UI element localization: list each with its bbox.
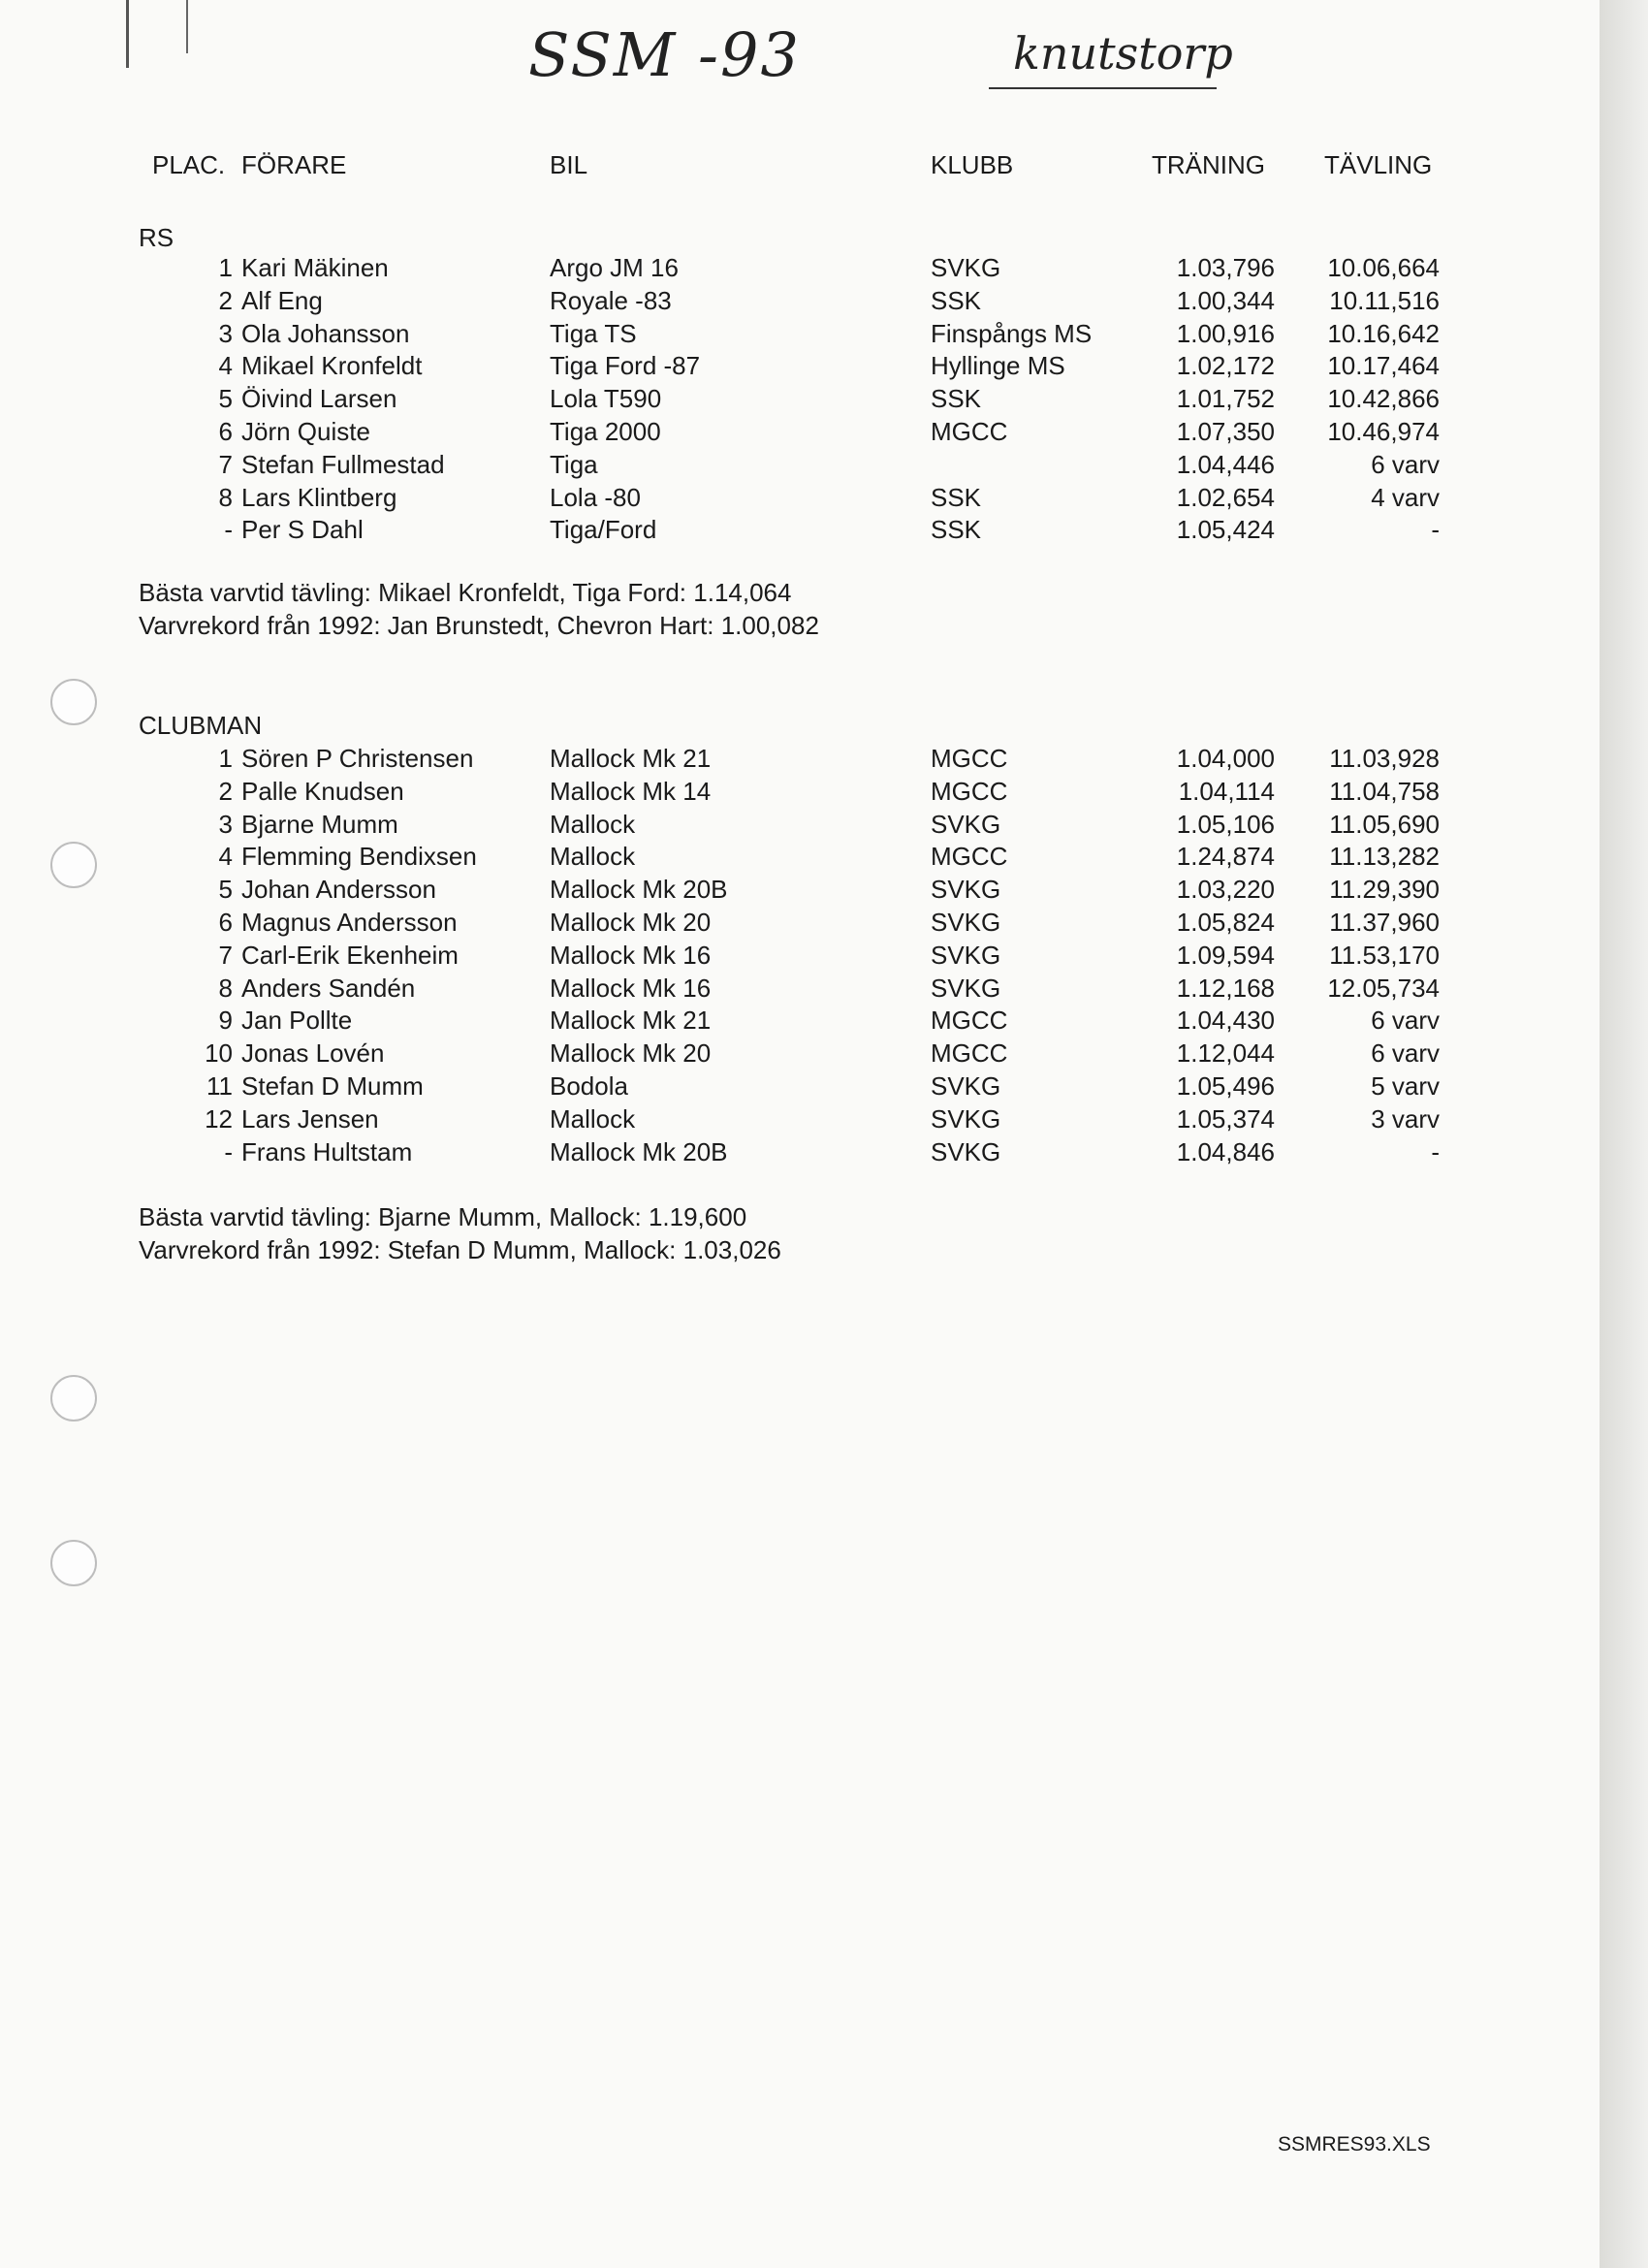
cell-driver: Ola Johansson: [241, 318, 410, 348]
cell-training-time: 1.03,796: [1176, 253, 1275, 282]
cell-training-time: 1.05,496: [1176, 1071, 1275, 1101]
handwritten-title: SSM -93: [528, 19, 801, 90]
cell-driver: Johan Andersson: [241, 875, 436, 905]
cell-driver: Mikael Kronfeldt: [241, 351, 423, 381]
cell-car: Mallock: [550, 1103, 636, 1134]
cell-club: SSK: [931, 384, 982, 414]
cell-driver: Sören P Christensen: [241, 744, 474, 773]
cell-placing: 4: [218, 842, 233, 872]
cell-driver: Jörn Quiste: [241, 417, 370, 446]
cell-race-time: 12.05,734: [1327, 973, 1440, 1003]
cell-race-time: 11.05,690: [1329, 809, 1440, 839]
cell-race-time: 10.06,664: [1327, 253, 1440, 282]
clubman-best-lap: Bästa varvtid tävling: Bjarne Mumm, Mallock: 1.19,600: [139, 1202, 747, 1231]
cell-training-time: 1.05,374: [1176, 1103, 1275, 1134]
cell-training-time: 1.07,350: [1176, 417, 1275, 446]
cell-car: Mallock Mk 16: [550, 973, 712, 1003]
cell-car: Tiga 2000: [550, 417, 661, 446]
cell-placing: 8: [218, 973, 233, 1003]
cell-club: SSK: [931, 482, 982, 512]
cell-training-time: 1.03,220: [1176, 875, 1275, 905]
cell-training-time: 1.24,874: [1176, 842, 1275, 872]
column-headers: [0, 150, 1600, 181]
cell-car: Mallock Mk 14: [550, 776, 712, 806]
cell-club: Hyllinge MS: [931, 351, 1065, 381]
cell-driver: Carl-Erik Ekenheim: [241, 940, 459, 970]
cell-race-time: 11.29,390: [1329, 875, 1440, 905]
cell-club: Finspångs MS: [931, 318, 1093, 348]
cell-training-time: 1.04,114: [1178, 776, 1275, 806]
cell-driver: Flemming Bendixsen: [241, 842, 477, 872]
cell-placing: 1: [218, 744, 233, 773]
cell-club: SSK: [931, 285, 982, 315]
cell-club: SVKG: [931, 1136, 1001, 1166]
cell-placing: 11: [206, 1071, 233, 1101]
table-row: [0, 973, 1600, 1004]
table-row: [0, 1005, 1600, 1036]
cell-race-time: 11.37,960: [1329, 908, 1440, 937]
margin-mark: [186, 0, 188, 53]
cell-placing: 5: [218, 384, 233, 414]
cell-placing: 10: [205, 1038, 233, 1069]
cell-club: SVKG: [931, 875, 1001, 905]
header-forare: FÖRARE: [241, 150, 347, 179]
cell-training-time: 1.00,344: [1176, 285, 1275, 315]
page-edge: [1600, 0, 1648, 2268]
clubman-lap-record: Varvrekord från 1992: Stefan D Mumm, Mallock: 1.03,026: [139, 1235, 781, 1264]
cell-driver: Alf Eng: [241, 285, 323, 315]
cell-training-time: 1.02,172: [1176, 351, 1275, 381]
cell-car: Mallock Mk 21: [550, 1006, 712, 1036]
table-row: [0, 743, 1600, 774]
cell-placing: 2: [218, 285, 233, 315]
cell-training-time: 1.05,424: [1176, 515, 1275, 545]
cell-training-time: 1.05,106: [1176, 809, 1275, 839]
cell-race-time: 10.42,866: [1327, 384, 1440, 414]
punch-hole: [50, 679, 97, 725]
cell-car: Royale -83: [550, 285, 672, 315]
cell-driver: Per S Dahl: [241, 515, 364, 545]
cell-car: Tiga: [550, 449, 598, 479]
table-row: [0, 350, 1600, 381]
header-klubb: KLUBB: [931, 150, 1014, 179]
cell-club: MGCC: [931, 744, 1008, 773]
cell-race-time: 10.46,974: [1327, 417, 1440, 446]
cell-club: MGCC: [931, 1038, 1008, 1069]
handwritten-underline: [989, 87, 1217, 89]
handwritten-place: knutstorp: [1013, 27, 1233, 80]
cell-race-time: -: [1431, 515, 1440, 545]
cell-driver: Stefan Fullmestad: [241, 449, 445, 479]
cell-training-time: 1.00,916: [1176, 318, 1275, 348]
cell-driver: Palle Knudsen: [241, 776, 404, 806]
cell-race-time: 11.13,282: [1329, 842, 1440, 872]
table-row: [0, 383, 1600, 414]
cell-driver: Kari Mäkinen: [241, 253, 389, 282]
cell-driver: Jonas Lovén: [241, 1038, 385, 1069]
cell-car: Argo JM 16: [550, 253, 679, 282]
cell-race-time: 4 varv: [1371, 482, 1440, 512]
cell-car: Mallock Mk 20B: [550, 1136, 728, 1166]
cell-training-time: 1.12,168: [1176, 973, 1275, 1003]
class-label-rs: RS: [139, 223, 174, 252]
cell-placing: 12: [205, 1103, 233, 1134]
rs-best-lap: Bästa varvtid tävling: Mikael Kronfeldt, Tiga Ford: 1.14,064: [139, 578, 792, 607]
cell-car: Tiga TS: [550, 318, 637, 348]
cell-car: Mallock: [550, 842, 636, 872]
cell-training-time: 1.12,044: [1176, 1038, 1275, 1069]
punch-hole: [50, 1375, 97, 1421]
cell-placing: 3: [218, 318, 233, 348]
cell-car: Mallock: [550, 809, 636, 839]
table-row: [0, 252, 1600, 283]
cell-training-time: 1.02,654: [1176, 482, 1275, 512]
cell-club: SVKG: [931, 1103, 1001, 1134]
cell-race-time: 10.16,642: [1327, 318, 1440, 348]
cell-placing: 7: [218, 449, 233, 479]
class-label-clubman: CLUBMAN: [139, 711, 263, 740]
cell-driver: Jan Pollte: [241, 1006, 353, 1036]
table-row: [0, 514, 1600, 545]
cell-race-time: 10.11,516: [1329, 285, 1440, 315]
cell-placing: 7: [218, 940, 233, 970]
table-row: [0, 1103, 1600, 1134]
cell-car: Bodola: [550, 1071, 628, 1101]
cell-race-time: 3 varv: [1371, 1103, 1440, 1134]
cell-car: Tiga/Ford: [550, 515, 657, 545]
cell-placing: -: [224, 515, 233, 545]
cell-car: Mallock Mk 16: [550, 940, 712, 970]
punch-hole: [50, 1540, 97, 1586]
table-row: [0, 1136, 1600, 1167]
cell-training-time: 1.04,000: [1176, 744, 1275, 773]
cell-club: SVKG: [931, 1071, 1001, 1101]
cell-training-time: 1.04,446: [1176, 449, 1275, 479]
table-row: [0, 940, 1600, 971]
table-row: [0, 874, 1600, 905]
cell-race-time: 11.04,758: [1329, 776, 1440, 806]
cell-race-time: 11.03,928: [1329, 744, 1440, 773]
cell-driver: Bjarne Mumm: [241, 809, 398, 839]
table-row: [0, 1038, 1600, 1069]
table-row: [0, 841, 1600, 872]
cell-car: Mallock Mk 20: [550, 908, 712, 937]
cell-placing: 3: [218, 809, 233, 839]
table-row: [0, 449, 1600, 480]
cell-car: Mallock Mk 21: [550, 744, 712, 773]
cell-club: SSK: [931, 515, 982, 545]
header-tavling: TÄVLING: [1324, 150, 1433, 179]
cell-car: Mallock Mk 20: [550, 1038, 712, 1069]
cell-race-time: 11.53,170: [1329, 940, 1440, 970]
cell-club: MGCC: [931, 417, 1008, 446]
cell-training-time: 1.05,824: [1176, 908, 1275, 937]
cell-placing: 6: [218, 417, 233, 446]
cell-car: Mallock Mk 20B: [550, 875, 728, 905]
header-traning: TRÄNING: [1152, 150, 1265, 179]
margin-mark: [126, 0, 129, 68]
cell-club: MGCC: [931, 776, 1008, 806]
cell-training-time: 1.01,752: [1176, 384, 1275, 414]
cell-race-time: 6 varv: [1371, 1006, 1440, 1036]
cell-placing: -: [224, 1136, 233, 1166]
cell-driver: Frans Hultstam: [241, 1136, 413, 1166]
cell-placing: 2: [218, 776, 233, 806]
cell-placing: 1: [218, 253, 233, 282]
table-row: [0, 416, 1600, 447]
cell-club: SVKG: [931, 908, 1001, 937]
cell-training-time: 1.09,594: [1176, 940, 1275, 970]
cell-race-time: 6 varv: [1371, 449, 1440, 479]
cell-training-time: 1.04,430: [1176, 1006, 1275, 1036]
cell-placing: 9: [218, 1006, 233, 1036]
table-row: [0, 776, 1600, 807]
cell-race-time: 10.17,464: [1327, 351, 1440, 381]
cell-club: SVKG: [931, 973, 1001, 1003]
table-row: [0, 809, 1600, 840]
header-bil: BIL: [550, 150, 588, 179]
cell-training-time: 1.04,846: [1176, 1136, 1275, 1166]
cell-driver: Lars Klintberg: [241, 482, 397, 512]
cell-club: SVKG: [931, 253, 1001, 282]
table-row: [0, 318, 1600, 349]
rs-lap-record: Varvrekord från 1992: Jan Brunstedt, Chevron Hart: 1.00,082: [139, 611, 819, 640]
footer-filename: SSMRES93.XLS: [1278, 2133, 1431, 2156]
cell-club: MGCC: [931, 1006, 1008, 1036]
cell-race-time: -: [1431, 1136, 1440, 1166]
cell-driver: Anders Sandén: [241, 973, 416, 1003]
cell-club: MGCC: [931, 842, 1008, 872]
cell-race-time: 5 varv: [1371, 1071, 1440, 1101]
header-plac: PLAC.: [152, 150, 226, 179]
cell-car: Tiga Ford -87: [550, 351, 701, 381]
cell-driver: Lars Jensen: [241, 1103, 379, 1134]
cell-race-time: 6 varv: [1371, 1038, 1440, 1069]
cell-placing: 5: [218, 875, 233, 905]
cell-club: SVKG: [931, 940, 1001, 970]
cell-car: Lola -80: [550, 482, 641, 512]
cell-placing: 8: [218, 482, 233, 512]
cell-car: Lola T590: [550, 384, 662, 414]
cell-placing: 4: [218, 351, 233, 381]
table-row: [0, 285, 1600, 316]
table-row: [0, 1070, 1600, 1102]
cell-club: SVKG: [931, 809, 1001, 839]
table-row: [0, 907, 1600, 938]
cell-placing: 6: [218, 908, 233, 937]
cell-driver: Stefan D Mumm: [241, 1071, 424, 1101]
table-row: [0, 482, 1600, 513]
cell-driver: Magnus Andersson: [241, 908, 458, 937]
cell-driver: Öivind Larsen: [241, 384, 397, 414]
